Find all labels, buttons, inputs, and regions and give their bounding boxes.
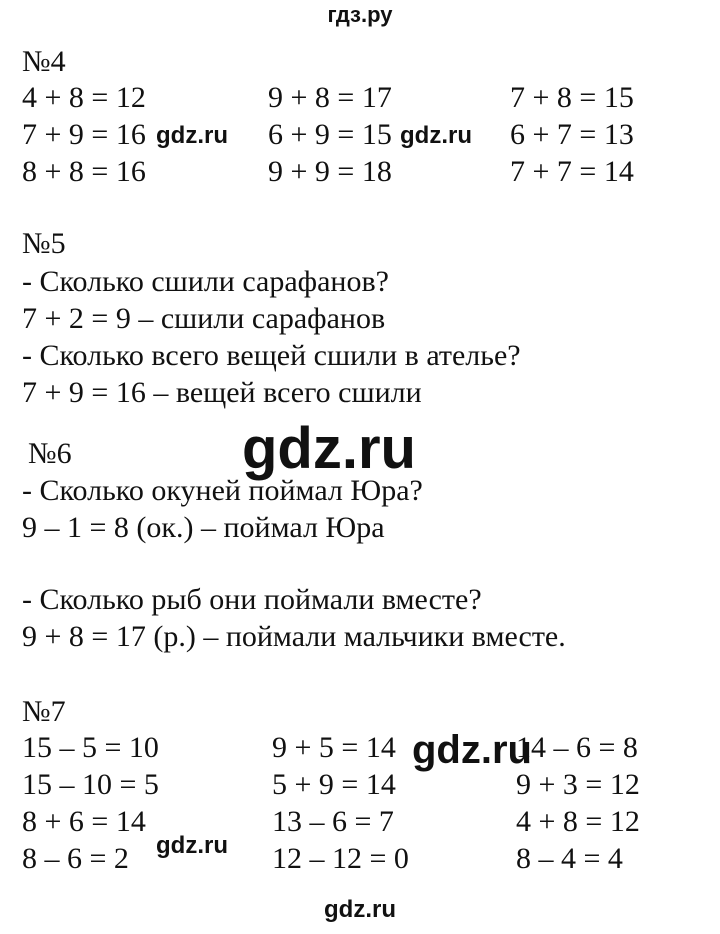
task4-r2-c2: 6 + 9 = 15: [268, 118, 392, 151]
task5-question1: - Сколько сшили сарафанов?: [22, 265, 389, 298]
task7-r4-c3: 8 – 4 = 4: [516, 842, 623, 875]
task4-title: №4: [22, 45, 66, 78]
task4-r1-c2: 9 + 8 = 17: [268, 81, 392, 114]
task4-r3-c1: 8 + 8 = 16: [22, 155, 146, 188]
task7-r4-c2: 12 – 12 = 0: [272, 842, 409, 875]
task5-title: №5: [22, 227, 66, 260]
watermark-gdz: gdz.ru: [412, 728, 532, 772]
task6-question1: - Сколько окуней поймал Юра?: [22, 474, 423, 507]
task4-r3-c3: 7 + 7 = 14: [510, 155, 634, 188]
task7-title: №7: [22, 695, 66, 728]
task7-r4-c1: 8 – 6 = 2: [22, 842, 129, 875]
watermark-gdz: gdz.ru: [400, 122, 472, 149]
watermark-gdz: gdz.ru: [156, 122, 228, 149]
task7-r2-c3: 9 + 3 = 12: [516, 768, 640, 801]
task7-r2-c1: 15 – 10 = 5: [22, 768, 159, 801]
task5-answer2: 7 + 9 = 16 – вещей всего сшили: [22, 376, 422, 409]
task4-r2-c3: 6 + 7 = 13: [510, 118, 634, 151]
task7-r1-c2: 9 + 5 = 14: [272, 731, 396, 764]
task7-r3-c2: 13 – 6 = 7: [272, 805, 394, 838]
task4-r3-c2: 9 + 9 = 18: [268, 155, 392, 188]
task7-r3-c3: 4 + 8 = 12: [516, 805, 640, 838]
task7-r3-c1: 8 + 6 = 14: [22, 805, 146, 838]
watermark-gdz: gdz.ru: [156, 832, 228, 859]
task6-answer1: 9 – 1 = 8 (ок.) – поймал Юра: [22, 511, 385, 544]
task6-question2: - Сколько рыб они поймали вместе?: [22, 583, 482, 616]
watermark-gdz-large: gdz.ru: [242, 416, 416, 481]
task7-r1-c3: 14 – 6 = 8: [516, 731, 638, 764]
task4-r1-c1: 4 + 8 = 12: [22, 81, 146, 114]
site-footer[interactable]: gdz.ru: [324, 896, 396, 923]
site-header[interactable]: гдз.ру: [327, 2, 393, 27]
task5-question2: - Сколько всего вещей сшили в ателье?: [22, 339, 521, 372]
task6-answer2: 9 + 8 = 17 (р.) – поймали мальчики вместе.: [22, 620, 566, 653]
task4-r2-c1: 7 + 9 = 16: [22, 118, 146, 151]
task6-title: №6: [28, 437, 72, 470]
task5-answer1: 7 + 2 = 9 – сшили сарафанов: [22, 302, 386, 335]
task4-r1-c3: 7 + 8 = 15: [510, 81, 634, 114]
task7-r2-c2: 5 + 9 = 14: [272, 768, 396, 801]
task7-r1-c1: 15 – 5 = 10: [22, 731, 159, 764]
